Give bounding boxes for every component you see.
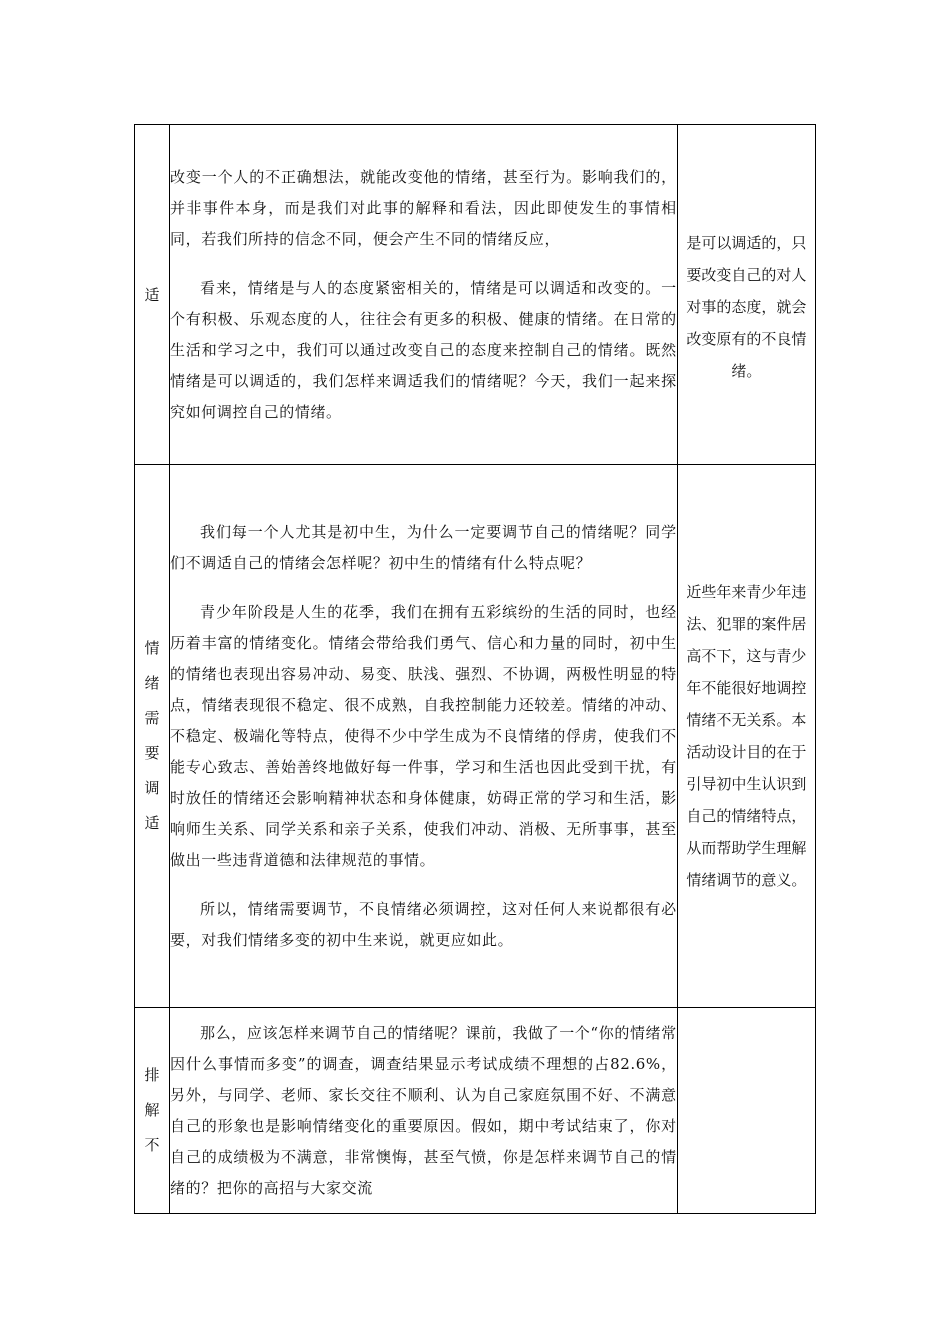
row-label-char: 需 [144, 709, 160, 727]
row-label [135, 465, 170, 1008]
table-row [135, 125, 816, 465]
row-label-char: 绪 [144, 674, 160, 692]
content-cell [170, 125, 678, 465]
row-label-char: 不 [144, 1136, 160, 1154]
lesson-plan-table [134, 124, 816, 1214]
row-label [135, 125, 170, 465]
note-cell [677, 465, 815, 1008]
row-label-char: 要 [144, 744, 160, 762]
paragraph: 我们每一个人尤其是初中生，为什么一定要调节自己的情绪呢？同学们不调适自己的情绪会怎样呢？初中生的情绪有什么特点呢？ [170, 522, 677, 572]
paragraph: 青少年阶段是人生的花季，我们在拥有五彩缤纷的生活的同时，也经历着丰富的情绪变化。情绪会带给我们勇气、信心和力量的同时，初中生的情绪也表现出容易冲动、易变、肤浅、强烈、不协调，两极性明显的特点，情绪表现很不稳定、很不成熟，自我控制能力还较差。情绪的冲动、不稳定、极端化等特点，使得不少中学生成为不良情绪的俘虏，使我们不能专心致志、善始善终地做好每一件事，学习和生活也因此受到干扰，有时放任的情绪还会影响精神状态和身体健康，妨碍正常的学习和生活，影响师生关系、同学关系和亲子关系，使我们冲动、消极、无所事事，甚至做出一些违背道德和法律规范的事情。 [170, 602, 677, 869]
row-label [135, 1008, 170, 1214]
note-text: 近些年来青少年违法、犯罪的案件居高不下，这与青少年不能很好地调控情绪不无关系。本活动设计目的在于引导初中生认识到自己的情绪特点，从而帮助学生理解情绪调节的意义。 [686, 583, 807, 889]
row-label-char: 情 [144, 639, 160, 657]
content-cell [170, 1008, 678, 1214]
paragraph: 看来，情绪是与人的态度紧密相关的，情绪是可以调适和改变的。一个有积极、乐观态度的人，往往会有更多的积极、健康的情绪。在日常的生活和学习之中，我们可以通过改变自己的态度来控制自己的情绪。既然情绪是可以调适的，我们怎样来调适我们的情绪呢？今天，我们一起来探究如何调控自己的情绪。 [170, 278, 677, 421]
row-label-text: 适 [144, 285, 160, 304]
paragraph: 所以，情绪需要调节，不良情绪必须调控，这对任何人来说都很有必要，对我们情绪多变的初中生来说，就更应如此。 [170, 899, 677, 949]
note-text: 是可以调适的，只要改变自己的对人对事的态度，就会改变原有的不良情绪。 [686, 233, 807, 380]
table-row [135, 465, 816, 1008]
row-label-char: 解 [144, 1101, 160, 1119]
row-label-char: 排 [144, 1066, 160, 1084]
paragraph: 那么，应该怎样来调节自己的情绪呢？课前，我做了一个“你的情绪常因什么事情而多变”的调查，调查结果显示考试成绩不理想的占82.6%，另外，与同学、老师、家长交往不顺利、认为自己家庭氛围不好、不满意自己的形象也是影响情绪变化的重要原因。假如，期中考试结束了，你对自己的成绩极为不满意，非常懊悔，甚至气愤，你是怎样来调节自己的情绪的？把你的高招与大家交流 [170, 1023, 677, 1197]
note-cell [677, 125, 815, 465]
paragraph: 改变一个人的不正确想法，就能改变他的情绪，甚至行为。影响我们的，并非事件本身，而是我们对此事的解释和看法，因此即使发生的事情相同，若我们所持的信念不同，便会产生不同的情绪反应， [170, 167, 677, 248]
content-cell [170, 465, 678, 1008]
row-label-char: 调 [144, 779, 160, 797]
table-row [135, 1008, 816, 1214]
row-label-char: 适 [144, 814, 160, 832]
note-cell [677, 1008, 815, 1214]
